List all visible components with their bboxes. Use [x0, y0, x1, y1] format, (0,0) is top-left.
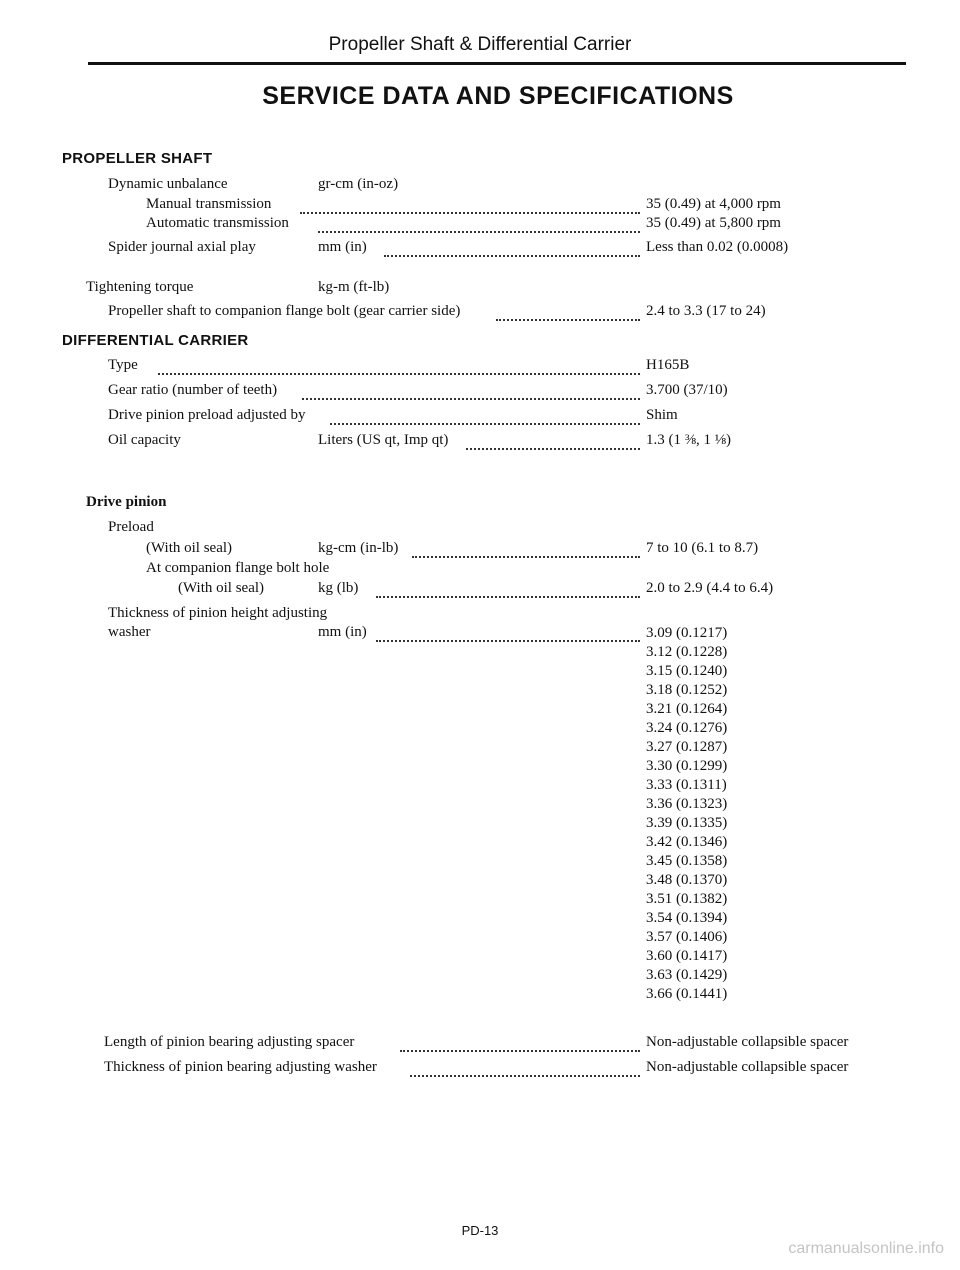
- dot-leader: [376, 596, 640, 598]
- washer-size: 3.30 (0.1299): [646, 758, 728, 774]
- spacer-length-value: Non-adjustable collapsible spacer: [646, 1034, 849, 1050]
- section-heading-differential-carrier: DIFFERENTIAL CARRIER: [62, 332, 249, 349]
- washer-size: 3.12 (0.1228): [646, 644, 728, 660]
- oil-capacity-value: 1.3 (1 ⅜, 1 ⅛): [646, 432, 731, 448]
- thickness-label-line-1: Thickness of pinion height adjusting: [108, 605, 328, 621]
- page-title: SERVICE DATA AND SPECIFICATIONS: [262, 82, 734, 110]
- header-rule: [88, 62, 906, 65]
- washer-size: 3.21 (0.1264): [646, 701, 728, 717]
- washer-size: 3.33 (0.1311): [646, 777, 727, 793]
- spider-journal-label: Spider journal axial play: [108, 239, 256, 255]
- washer-size: 3.24 (0.1276): [646, 720, 728, 736]
- washer-size: 3.48 (0.1370): [646, 872, 728, 888]
- washer-size: 3.60 (0.1417): [646, 948, 728, 964]
- dot-leader: [158, 373, 640, 375]
- dot-leader: [412, 556, 640, 558]
- type-label: Type: [108, 357, 138, 373]
- washer-size: 3.45 (0.1358): [646, 853, 728, 869]
- washer-thickness-label: Thickness of pinion bearing adjusting washer: [104, 1059, 377, 1075]
- dot-leader: [302, 398, 640, 400]
- preload-adjusted-label: Drive pinion preload adjusted by: [108, 407, 306, 423]
- washer-size: 3.27 (0.1287): [646, 739, 728, 755]
- thickness-unit: mm (in): [318, 624, 367, 640]
- dynamic-unbalance-unit: gr-cm (in-oz): [318, 176, 399, 192]
- washer-size: 3.09 (0.1217): [646, 625, 728, 641]
- tightening-torque-label: Tightening torque: [86, 279, 194, 295]
- running-header: Propeller Shaft & Differential Carrier: [328, 34, 632, 55]
- manual-transmission-value: 35 (0.49) at 4,000 rpm: [646, 196, 781, 212]
- washer-size: 3.63 (0.1429): [646, 967, 728, 983]
- type-value: H165B: [646, 357, 690, 373]
- dot-leader: [400, 1050, 640, 1052]
- automatic-transmission-label: Automatic transmission: [146, 215, 289, 231]
- oil-capacity-label: Oil capacity: [108, 432, 181, 448]
- dot-leader: [496, 319, 640, 321]
- dot-leader: [300, 212, 640, 214]
- manual-transmission-label: Manual transmission: [146, 196, 272, 212]
- dot-leader: [330, 423, 640, 425]
- washer-size-list: [646, 624, 727, 1004]
- section-heading-propeller-shaft: PROPELLER SHAFT: [62, 150, 213, 167]
- with-oil-seal-label: (With oil seal): [146, 540, 233, 556]
- washer-size: 3.57 (0.1406): [646, 929, 728, 945]
- spacer-length-label: Length of pinion bearing adjusting spacer: [104, 1034, 355, 1050]
- with-oil-seal-2-label: (With oil seal): [178, 580, 265, 596]
- with-oil-seal-unit: kg-cm (in-lb): [318, 540, 399, 556]
- flange-bolt-value: 2.4 to 3.3 (17 to 24): [646, 303, 766, 319]
- watermark: carmanualsonline.info: [788, 1240, 944, 1257]
- flange-bolt-label: Propeller shaft to companion flange bolt (gear carrier side): [108, 303, 461, 319]
- page-number: PD-13: [461, 1223, 499, 1238]
- automatic-transmission-value: 35 (0.49) at 5,800 rpm: [646, 215, 781, 231]
- washer-size: 3.54 (0.1394): [646, 910, 728, 926]
- gear-ratio-label: Gear ratio (number of teeth): [108, 382, 278, 398]
- washer-size: 3.42 (0.1346): [646, 834, 728, 850]
- dot-leader: [376, 640, 640, 642]
- with-oil-seal-value: 7 to 10 (6.1 to 8.7): [646, 540, 759, 556]
- spider-journal-value: Less than 0.02 (0.0008): [646, 239, 789, 255]
- dot-leader: [466, 448, 640, 450]
- drive-pinion-heading: Drive pinion: [86, 494, 167, 510]
- oil-capacity-unit: Liters (US qt, Imp qt): [318, 432, 449, 448]
- preload-label: Preload: [108, 519, 154, 535]
- companion-flange-label: At companion flange bolt hole: [146, 560, 330, 576]
- washer-size: 3.51 (0.1382): [646, 891, 728, 907]
- tightening-torque-unit: kg-m (ft-lb): [318, 279, 390, 295]
- washer-size: 3.66 (0.1441): [646, 986, 728, 1002]
- gear-ratio-value: 3.700 (37/10): [646, 382, 728, 398]
- washer-size: 3.39 (0.1335): [646, 815, 728, 831]
- with-oil-seal-2-value: 2.0 to 2.9 (4.4 to 6.4): [646, 580, 774, 596]
- dot-leader: [384, 255, 640, 257]
- dot-leader: [410, 1075, 640, 1077]
- thickness-label-line-2: washer: [108, 624, 151, 640]
- with-oil-seal-2-unit: kg (lb): [318, 580, 359, 596]
- dot-leader: [318, 231, 640, 233]
- washer-size: 3.15 (0.1240): [646, 663, 728, 679]
- washer-size: 3.18 (0.1252): [646, 682, 728, 698]
- washer-size: 3.36 (0.1323): [646, 796, 728, 812]
- spider-journal-unit: mm (in): [318, 239, 367, 255]
- washer-thickness-value: Non-adjustable collapsible spacer: [646, 1059, 849, 1075]
- dynamic-unbalance-label: Dynamic unbalance: [108, 176, 228, 192]
- preload-adjusted-value: Shim: [646, 407, 678, 423]
